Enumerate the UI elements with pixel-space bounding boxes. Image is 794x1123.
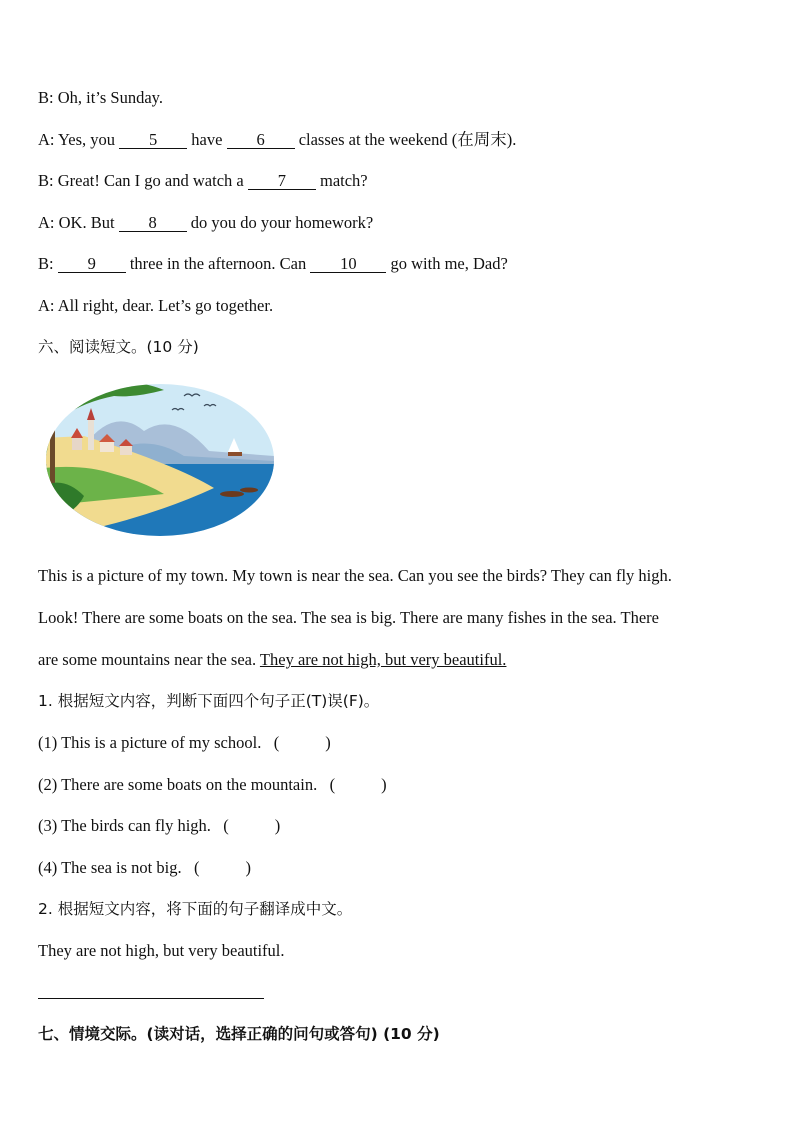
- dialogue-text: Great! Can I go and watch a: [53, 171, 248, 190]
- task-1-instruction: 1. 根据短文内容，判断下面四个句子正(T)误(F)。: [38, 692, 380, 710]
- speaker-label: B:: [38, 88, 54, 107]
- dialogue-text: OK. But: [54, 213, 119, 232]
- statement-4-text: (4) The sea is not big.: [38, 858, 182, 877]
- statement-2: [38, 775, 387, 795]
- speaker-label: A:: [38, 130, 55, 149]
- statement-1-text: (1) This is a picture of my school.: [38, 733, 262, 752]
- statement-2-text: (2) There are some boats on the mountain.: [38, 775, 318, 794]
- answer-paren-1[interactable]: ( ): [265, 733, 331, 752]
- passage-line-3-text: are some mountains near the sea.: [38, 650, 260, 669]
- speaker-label: A:: [38, 296, 55, 315]
- passage-line-1: This is a picture of my town. My town is near the sea. Can you see the birds? They can fly high.: [38, 566, 672, 585]
- fill-blank-6[interactable]: 6: [227, 131, 295, 149]
- translation-answer-line[interactable]: [38, 998, 264, 999]
- dialogue-line: [38, 171, 368, 191]
- dialogue-text: Oh, it’s Sunday.: [53, 88, 163, 107]
- dialogue-text: do you do your homework?: [186, 213, 374, 232]
- dialogue-line: [38, 254, 508, 274]
- statement-3-text: (3) The birds can fly high.: [38, 816, 211, 835]
- translate-sentence: They are not high, but very beautiful.: [38, 941, 285, 960]
- passage-line-3: [38, 650, 506, 670]
- passage-line-2: Look! There are some boats on the sea. The sea is big. There are many fishes in the sea. There: [38, 608, 659, 627]
- answer-paren-3[interactable]: ( ): [215, 816, 281, 835]
- fill-blank-10[interactable]: 10: [310, 255, 386, 273]
- speaker-label: A:: [38, 213, 55, 232]
- section-7-title: 七、情境交际。(读对话，选择正确的问句或答句) (10 分): [38, 1025, 440, 1043]
- dialogue-line: [38, 130, 516, 150]
- section-6-title: 六、阅读短文。(10 分): [38, 338, 199, 356]
- dialogue-text: classes at the weekend (在周末).: [294, 130, 517, 149]
- speaker-label: B:: [38, 254, 54, 273]
- dialogue-line: [38, 88, 163, 108]
- dialogue-line: [38, 296, 273, 316]
- answer-paren-2[interactable]: ( ): [321, 775, 387, 794]
- passage-underlined-sentence: They are not high, but very beautiful.: [259, 650, 507, 669]
- statement-1: [38, 733, 331, 753]
- fill-blank-7[interactable]: 7: [248, 172, 316, 190]
- task-2-instruction: 2. 根据短文内容，将下面的句子翻译成中文。: [38, 900, 353, 918]
- dialogue-text: have: [187, 130, 227, 149]
- dialogue-text: All right, dear. Let’s go together.: [54, 296, 274, 315]
- fill-blank-8[interactable]: 8: [119, 214, 187, 232]
- fill-blank-9[interactable]: 9: [58, 255, 126, 273]
- dialogue-text: go with me, Dad?: [386, 254, 508, 273]
- speaker-label: B:: [38, 171, 54, 190]
- statement-4: [38, 858, 251, 878]
- statement-3: [38, 816, 280, 836]
- seaside-town-illustration-icon: [44, 376, 276, 538]
- answer-paren-4[interactable]: ( ): [185, 858, 251, 877]
- dialogue-line: [38, 213, 373, 233]
- dialogue-text: match?: [315, 171, 368, 190]
- dialogue-text: three in the afternoon. Can: [125, 254, 311, 273]
- fill-blank-5[interactable]: 5: [119, 131, 187, 149]
- dialogue-text: Yes, you: [54, 130, 120, 149]
